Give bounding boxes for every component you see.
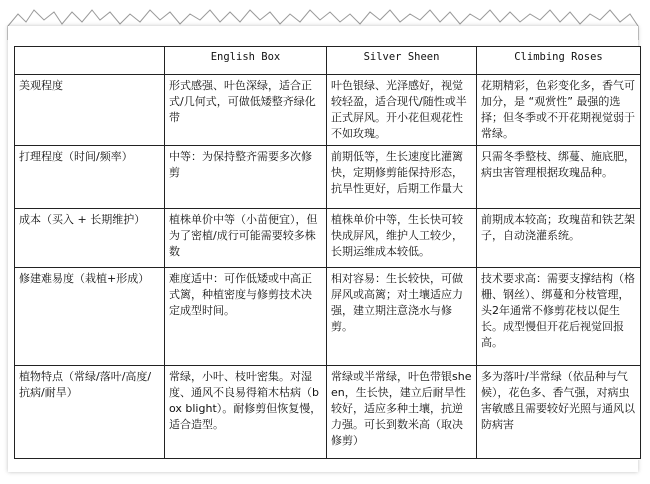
- row-label: 修建难易度（栽植+形成）: [15, 268, 165, 366]
- row-label: 打理程度（时间/频率）: [15, 146, 165, 209]
- table-cell: 叶色银绿、光泽感好，视觉较轻盈，适合现代/随性或半正式屏风。开小花但观花性不如玫瑰。: [327, 75, 477, 146]
- table-cell: 植株单价中等，生长快可较快成屏风，维护人工较少，长期运维成本较低。: [327, 209, 477, 268]
- table-cell: 花期精彩，色彩变化多，香气可加分，是 “观赏性” 最强的选择；但冬季或不开花期视觉弱于常绿。: [477, 75, 641, 146]
- header-silver-sheen: Silver Sheen: [327, 47, 477, 75]
- table-cell: 只需冬季整枝、绑蔓、施底肥，病虫害管理根据玫瑰品种。: [477, 146, 641, 209]
- header-corner: [15, 47, 165, 75]
- comparison-sheet: [14, 46, 640, 460]
- comparison-table: [14, 46, 641, 459]
- header-english-box: English Box: [165, 47, 327, 75]
- table-row: [15, 366, 641, 459]
- row-label: 成本（买入 + 长期维护）: [15, 209, 165, 268]
- table-cell: 前期成本较高；玫瑰苗和铁艺架子，自动浇灌系统。: [477, 209, 641, 268]
- table-cell: 前期低等，生长速度比灌篱快，定期修剪能保持形态，抗旱性更好，后期工作量大: [327, 146, 477, 209]
- header-row: [15, 47, 641, 75]
- table-cell: 中等：为保持整齐需要多次修剪: [165, 146, 327, 209]
- table-cell: 相对容易：生长较快，可做屏风或高篱；对土壤适应力强，建立期注意浇水与修剪。: [327, 268, 477, 366]
- row-label: 植物特点（常绿/落叶/高度/抗病/耐旱）: [15, 366, 165, 459]
- table-row: [15, 268, 641, 366]
- row-label: 美观程度: [15, 75, 165, 146]
- table-cell: 常绿，小叶、枝叶密集。对湿度、通风不良易得箱木枯病（box blight）。耐修剪但恢复慢，适合造型。: [165, 366, 327, 459]
- table-row: [15, 209, 641, 268]
- table-row: [15, 146, 641, 209]
- table-cell: 技术要求高：需要支撑结构（格栅、钢丝）、绑蔓和分枝管理，头2年通常不修剪花枝以促生长。成型慢但开花后视觉回报高。: [477, 268, 641, 366]
- table-cell: 难度适中：可作低矮或中高正式篱，种植密度与修剪技术决定成型时间。: [165, 268, 327, 366]
- table-cell: 多为落叶/半常绿（依品种与气候），花色多、香气强，对病虫害敏感且需要较好光照与通风以防病害: [477, 366, 641, 459]
- table-cell: 植株单价中等（小苗便宜），但为了密植/成行可能需要较多株数: [165, 209, 327, 268]
- table-cell: 常绿或半常绿，叶色带银sheen，生长快，建立后耐旱性较好，适应多种土壤，抗逆力强。可长到数米高（取决修剪）: [327, 366, 477, 459]
- table-row: [15, 75, 641, 146]
- table-cell: 形式感强、叶色深绿，适合正式/几何式，可做低矮整齐绿化带: [165, 75, 327, 146]
- header-climbing-roses: Climbing Roses: [477, 47, 641, 75]
